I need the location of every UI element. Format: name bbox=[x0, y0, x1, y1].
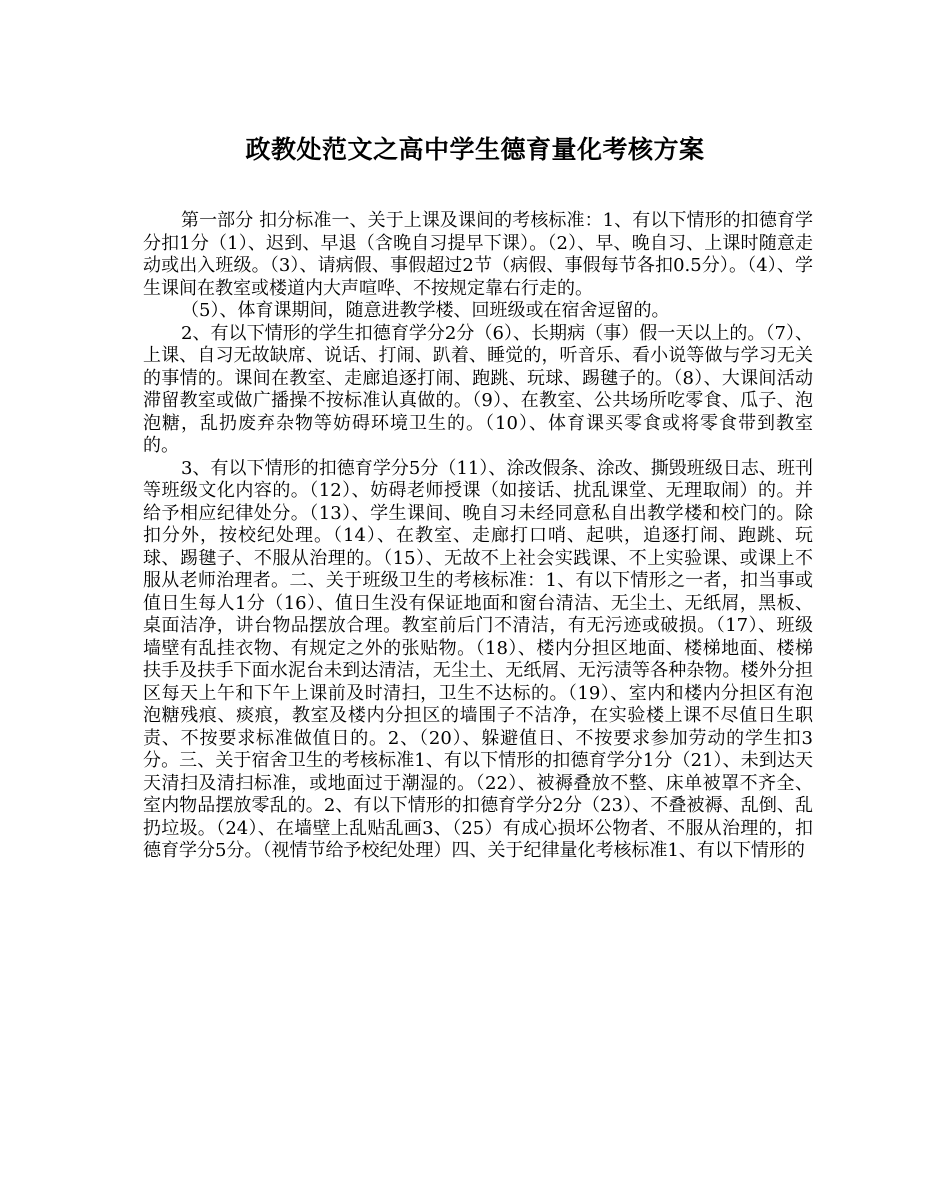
paragraph: 2、有以下情形的学生扣德育学分2分（6）、长期病（事）假一天以上的。（7）、上课、自习无故缺席、说话、打闹、趴着、睡觉的，听音乐、看小说等做与学习无关的事情的。课间在教室、走廊追逐打闹、跑跳、玩球、踢毽子的。（8）、大课间活动滞留教室或做广播操不按标准认真做的。（9）、在教室、公共场所吃零食、瓜子、泡泡糖，乱扔废弃杂物等妨碍环境卫生的。（10）、体育课买零食或将零食带到教室的。 bbox=[143, 322, 813, 456]
paragraph: （5）、体育课期间，随意进教学楼、回班级或在宿舍逗留的。 bbox=[181, 300, 670, 321]
document-title: 政教处范文之高中学生德育量化考核方案 bbox=[245, 135, 705, 164]
paragraph: 3、有以下情形的扣德育学分5分（11）、涂改假条、涂改、撕毁班级日志、班刊等班级文化内容的。（12）、妨碍老师授课（如接话、扰乱课堂、无理取闹）的。并给予相应纪律处分。（13）、学生课间、晚自习未经同意私自出教学楼和校门的。除扣分外，按校纪处理。（14）、在教室、走廊打口哨、起哄，追逐打闹、跑跳、玩球、踢毽子、不服从治理的。（15）、无故不上社会实践课、不上实验课、或课上不服从老师治理者。二、关于班级卫生的考核标准：1、有以下情形之一者，扣当事或值日生每人1分（16）、值日生没有保证地面和窗台清洁、无尘土、无纸屑，黑板、桌面洁净，讲台物品摆放合理。教室前后门不清洁，有无污迹或破损。（17）、班级墙壁有乱挂衣物、有规定之外的张贴物。（18）、楼内分担区地面、楼梯地面、楼梯扶手及扶手下面水泥台未到达清洁，无尘土、无纸屑、无污渍等各种杂物。楼外分担区每天上午和下午上课前及时清扫，卫生不达标的。（19）、室内和楼内分担区有泡泡糖残痕、痰痕，教室及楼内分担区的墙围子不洁净，在实验楼上课不尽值日生职责、不按要求标准做值日的。2、（20）、躲避值日、不按要求参加劳动的学生扣3分。三、关于宿舍卫生的考核标准1、有以下情形的扣德育学分1分（21）、未到达天天清扫及清扫标准，或地面过于潮湿的。（22）、被褥叠放不整、床单被罩不齐全、室内物品摆放零乱的。2、有以下情形的扣德育学分2分（23）、不叠被褥、乱倒、乱扔垃圾。（24）、在墙壁上乱贴乱画3、（25）有成心损坏公物者、不服从治理的，扣德育学分5分。（视情节给予校纪处理）四、关于纪律量化考核标准1、有以下情形的 bbox=[143, 457, 813, 861]
document-body bbox=[143, 210, 813, 863]
paragraph: 第一部分 扣分标准一、关于上课及课间的考核标准：1、有以下情形的扣德育学分扣1分（1）、迟到、早退（含晚自习提早下课）。（2）、早、晚自习、上课时随意走动或出入班级。（3）、请病假、事假超过2节（病假、事假每节各扣0.5分）。（4）、学生课间在教室或楼道内大声喧哗、不按规定靠右行走的。 bbox=[143, 210, 813, 299]
